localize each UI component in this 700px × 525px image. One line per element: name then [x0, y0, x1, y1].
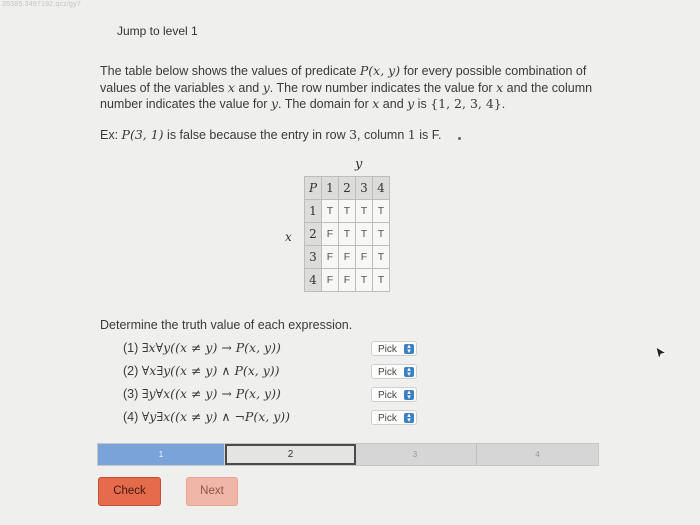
truth-table: [304, 176, 390, 292]
level-3-segment[interactable]: 3: [412, 450, 418, 459]
table-cell: F: [322, 246, 339, 269]
level-1-segment[interactable]: 1: [98, 444, 224, 465]
next-button[interactable]: Next: [186, 477, 238, 506]
pick-select-1[interactable]: Pick ▴ ▾: [371, 341, 417, 356]
pick-select-3[interactable]: Pick ▴ ▾: [371, 387, 417, 402]
instructions-text: Determine the truth value of each expression.: [100, 318, 353, 332]
expression-1: (1) ∃x∀y((x ≠ y) → P(x, y)): [123, 340, 281, 355]
table-cell: F: [339, 246, 356, 269]
table-corner: P: [305, 177, 322, 200]
table-cell: T: [356, 200, 373, 223]
level-4-segment[interactable]: 4: [535, 450, 540, 459]
table-row: [305, 223, 390, 246]
expression-3: (3) ∃y∀x((x ≠ y) → P(x, y)): [123, 386, 281, 401]
row-header: 4: [305, 269, 322, 292]
table-y-label: y: [355, 157, 363, 172]
level-progress-bar: [97, 443, 599, 466]
table-row: [305, 246, 390, 269]
expression-2: (2) ∀x∃y((x ≠ y) ∧ P(x, y)): [123, 363, 280, 378]
table-cell: T: [373, 269, 390, 292]
table-cell: T: [373, 223, 390, 246]
example-text: Ex: P(3, 1) is false because the entry in row 3, column 1 is F.: [100, 127, 442, 142]
row-header: 1: [305, 200, 322, 223]
table-cell: T: [322, 200, 339, 223]
pick-select-2[interactable]: Pick ▴ ▾: [371, 364, 417, 379]
check-button[interactable]: Check: [98, 477, 161, 506]
chevron-updown-icon: ▴ ▾: [404, 390, 414, 400]
col-header: 2: [339, 177, 356, 200]
chevron-updown-icon: ▴ ▾: [404, 413, 414, 423]
expression-4: (4) ∀y∃x((x ≠ y) ∧ ¬P(x, y)): [123, 409, 291, 424]
table-cell: F: [339, 269, 356, 292]
table-row: [305, 200, 390, 223]
col-header: 4: [373, 177, 390, 200]
table-cell: T: [373, 200, 390, 223]
jump-to-level-link[interactable]: Jump to level 1: [117, 24, 198, 38]
table-cell: T: [356, 223, 373, 246]
table-cell: T: [373, 246, 390, 269]
table-cell: F: [356, 246, 373, 269]
table-header-row: [305, 177, 390, 200]
row-header: 2: [305, 223, 322, 246]
problem-description: The table below shows the values of predicate P(x, y) for every possible combination of values of the variables x and y. The row number indicates the value for x and the column number indicates the value for y. The domain for x and y is {1, 2, 3, 4}.: [100, 63, 593, 111]
table-cell: T: [339, 223, 356, 246]
table-x-label: x: [285, 230, 292, 244]
level-2-segment[interactable]: 2: [225, 444, 356, 465]
table-cell: F: [322, 269, 339, 292]
col-header: 1: [322, 177, 339, 200]
chevron-updown-icon: ▴ ▾: [404, 344, 414, 354]
row-header: 3: [305, 246, 322, 269]
col-header: 3: [356, 177, 373, 200]
table-row: [305, 269, 390, 292]
table-cell: T: [339, 200, 356, 223]
mouse-cursor-icon: [655, 346, 667, 360]
table-cell: T: [356, 269, 373, 292]
table-cell: F: [322, 223, 339, 246]
chevron-updown-icon: ▴ ▾: [404, 367, 414, 377]
pick-select-4[interactable]: Pick ▴ ▾: [371, 410, 417, 425]
stray-dot: [458, 137, 461, 140]
watermark-text: 35385.3497192.qcz/gy7: [2, 1, 81, 8]
